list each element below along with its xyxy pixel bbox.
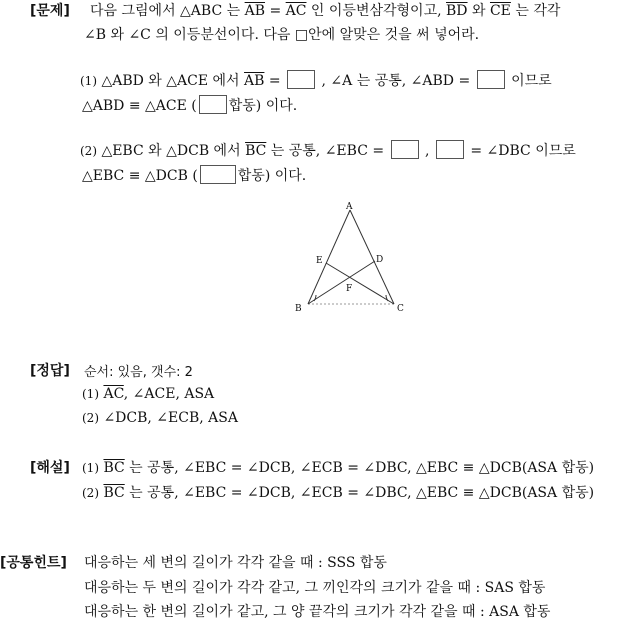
- question-2-line-1: (2) △EBC 와 △DCB 에서 $\overline{BC}$ 는 공통, ∠EBC = , = ∠DBC 이므로: [80, 140, 576, 160]
- answer-blank-6[interactable]: [200, 165, 236, 184]
- answer-2: (2) ∠DCB, ∠ECB, ASA: [82, 410, 238, 426]
- hint-label: [공통힌트]: [0, 555, 67, 571]
- solution-label: [해설]: [30, 460, 70, 476]
- hint-line-1: 대응하는 세 변의 길이가 각각 같을 때 : SSS 합동: [84, 555, 387, 571]
- answer-blank-5[interactable]: [436, 140, 464, 159]
- side-ab: [308, 210, 353, 304]
- angle-mark-c: [386, 295, 388, 301]
- solution-1: (1) $\overline{BC}$ 는 공통, ∠EBC = ∠DCB, ∠ECB = ∠DBC, △EBC ≡ △DCB(ASA 합동): [82, 460, 595, 476]
- question-2-number: (2): [80, 144, 97, 158]
- answer-blank-1[interactable]: [287, 70, 315, 89]
- answer-blank-3[interactable]: [199, 95, 227, 114]
- answer-1: (1) $\overline{AC}$, ∠ACE, ASA: [82, 386, 215, 402]
- point-label-d: D: [376, 255, 384, 265]
- point-label-e: E: [316, 256, 323, 266]
- segment-bd: $\overline{BD}$: [446, 3, 468, 19]
- problem-line-1: 다음 그림에서 △ABC 는 $\overline{AB} = \overline{AC}$ 인 이등변삼각형이고, $\overline{BD}$ 와 $\overline{CE}$ 는 각각: [90, 3, 561, 19]
- hint-line-2: 대응하는 두 변의 길이가 각각 같고, 그 끼인각의 크기가 같을 때 : SAS 합동: [84, 580, 546, 596]
- question-1-number: (1): [80, 74, 97, 88]
- answer-label: [정답]: [30, 363, 70, 379]
- point-label-f: F: [346, 284, 353, 294]
- segment-ce-line: [326, 263, 394, 304]
- answer-blank-2[interactable]: [477, 70, 505, 89]
- vertex-label-c: C: [397, 304, 404, 314]
- answer-meta: 순서: 있음, 갯수: 2: [84, 365, 193, 380]
- question-1-line-2: △ABD ≡ △ACE ( 합동) 이다.: [82, 95, 297, 115]
- problem-line-2: ∠B 와 ∠C 의 이등분선이다. 다음 □안에 알맞은 것을 써 넣어라.: [84, 27, 480, 43]
- triangle-figure: [290, 198, 410, 318]
- question-1-line-1: (1) △ABD 와 △ACE 에서 $\overline{AB}$ = , ∠A 는 공통, ∠ABD = 이므로: [80, 70, 552, 90]
- problem-label: [문제]: [30, 3, 70, 19]
- vertex-label-a: A: [346, 202, 353, 212]
- segment-ce: $\overline{CE}$: [489, 3, 511, 19]
- side-ac: [350, 210, 394, 304]
- hint-line-3: 대응하는 한 변의 길이가 같고, 그 양 끝각의 크기가 각각 같을 때 : ASA 합동: [84, 604, 551, 620]
- question-2-line-2: △EBC ≡ △DCB ( 합동) 이다.: [82, 165, 306, 185]
- vertex-label-b: B: [295, 304, 302, 314]
- segment-ab: $\overline{AB}$: [244, 3, 266, 19]
- segment-ac: $\overline{AC}$: [285, 3, 307, 19]
- answer-blank-4[interactable]: [391, 140, 419, 159]
- solution-2: (2) $\overline{BC}$ 는 공통, ∠EBC = ∠DCB, ∠ECB = ∠DBC, △EBC ≡ △DCB(ASA 합동): [82, 485, 595, 501]
- angle-mark-b: [314, 295, 316, 301]
